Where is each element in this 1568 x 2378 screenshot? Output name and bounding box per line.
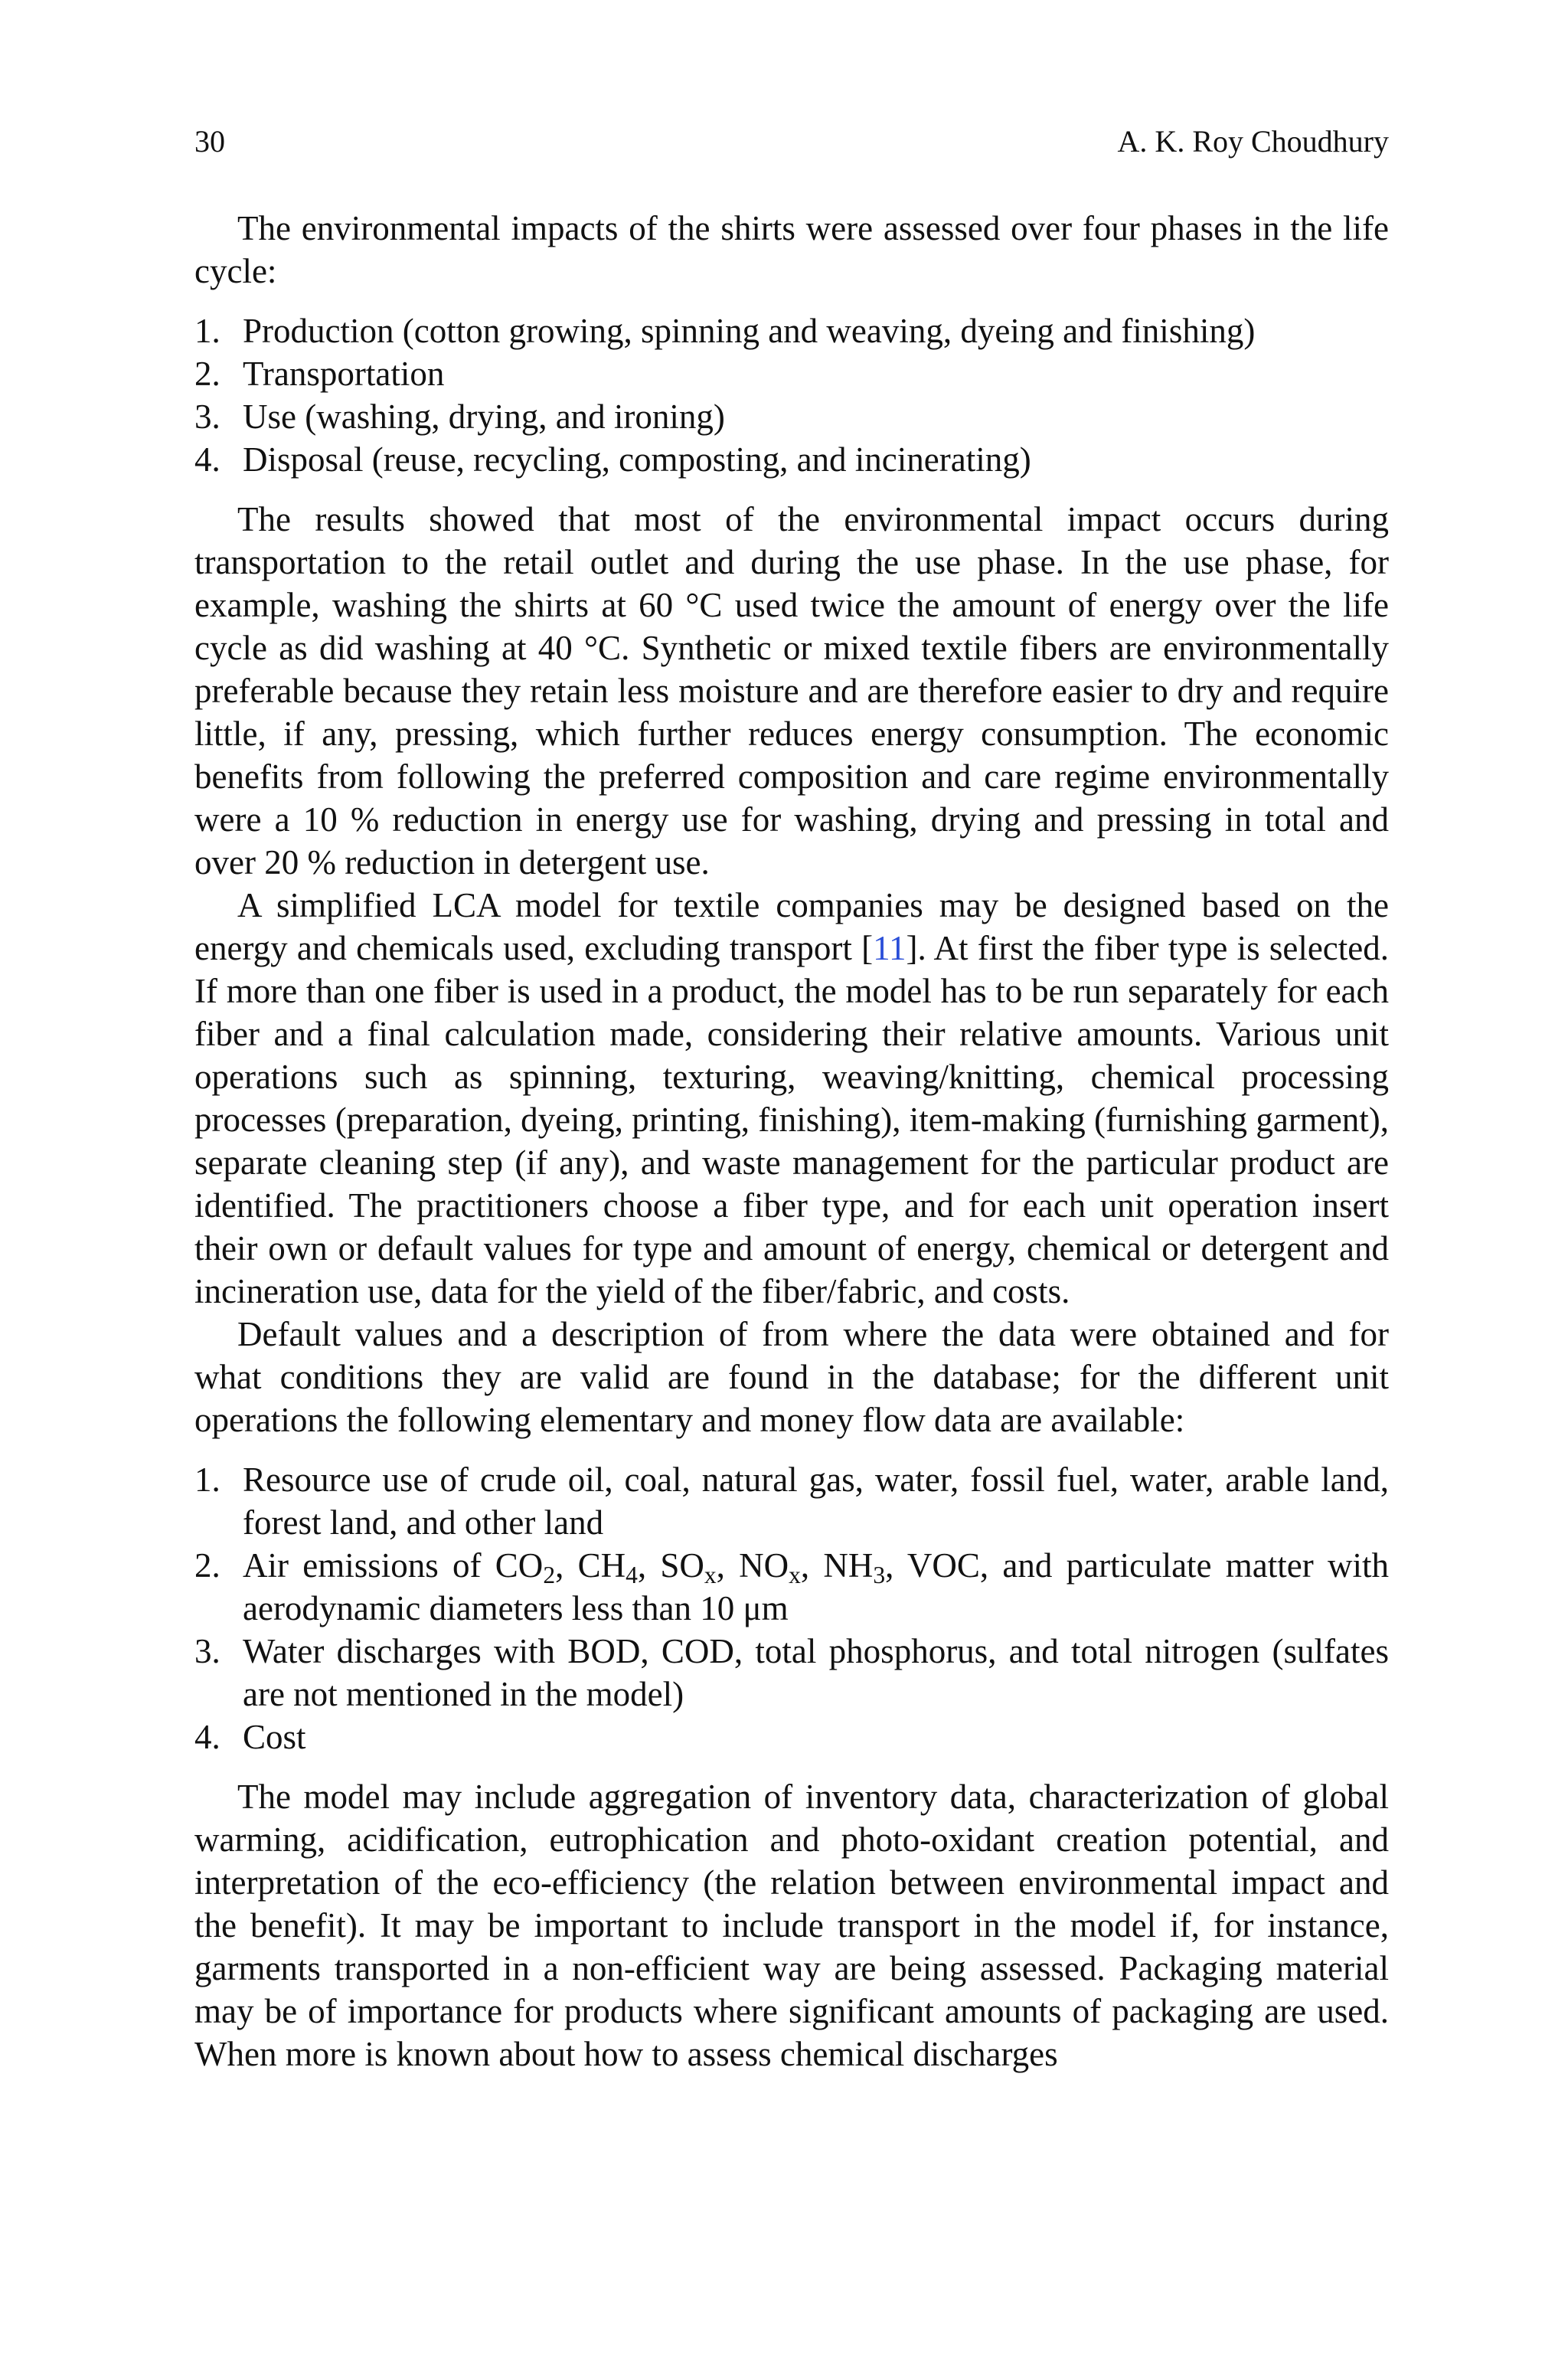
- citation-link[interactable]: 11: [873, 929, 906, 967]
- emission-text: , NO: [716, 1546, 789, 1585]
- intro-paragraph: The environmental impacts of the shirts were assessed over four phases in the life cycle:: [194, 209, 1389, 290]
- list-number: 3.: [194, 397, 220, 436]
- flow-data-list: [194, 1458, 1389, 1758]
- subscript: 4: [626, 1561, 638, 1588]
- results-paragraph: The results showed that most of the environmental impact occurs during transportation to the retail outlet and during the use phase. In the use phase, for example, washing the shirts at 60 °C used twice the amount of energy over the life cycle as did washing at 40 °C. Synthetic or mixed textile fibers are environmentally preferable because they retain less moisture and are therefore easier to dry and require little, if any, pressing, which further reduces energy consumption. The economic benefits from following the preferred composition and care regime environmentally were a 10 % reduction in energy use for washing, drying and pressing in total and over 20 % reduction in detergent use.: [194, 500, 1389, 882]
- emission-text: , NH: [800, 1546, 874, 1585]
- running-head-author: A. K. Roy Choudhury: [1117, 124, 1389, 159]
- emission-text: , VOC, and particulate matter with aerodynamic diameters less than 10 μm: [243, 1546, 1390, 1627]
- list-item-text: Use (washing, drying, and ironing): [243, 397, 725, 436]
- subscript: x: [704, 1561, 717, 1588]
- list-item-text: Disposal (reuse, recycling, composting, and incinerating): [243, 440, 1031, 479]
- list-number: 1.: [194, 312, 220, 350]
- lca-text-start: A simplified LCA model for textile companies may be designed based on the energy and chemicals used, excluding transport [: [194, 886, 1389, 967]
- page-body: [194, 207, 1389, 2075]
- subscript: x: [789, 1561, 801, 1588]
- lca-text-end: ]. At first the fiber type is selected. If more than one fiber is used in a product, the model has to be run separately for each fiber and a final calculation made, considering their relative amounts. Various unit operations such as spinning, texturing, weaving/knitting, chemical processing processes (preparation, dyeing, printing, finishing), item-making (furnishing garment), separate cleaning step (if any), and waste management for the particular product are identified. The practitioners choose a fiber type, and for each unit operation insert their own or default values for type and amount of energy, chemical or detergent and incineration use, data for the yield of the fiber/fabric, and costs.: [194, 929, 1390, 1310]
- list-number: 2.: [194, 355, 220, 393]
- list-item: [194, 1716, 1389, 1758]
- list-item: [194, 1458, 1389, 1544]
- list-item: [194, 309, 1389, 352]
- life-cycle-phase-list: [194, 309, 1389, 481]
- list-item-text: Production (cotton growing, spinning and weaving, dyeing and finishing): [243, 312, 1256, 350]
- list-item-text: Cost: [243, 1718, 306, 1756]
- list-item: [194, 1630, 1389, 1716]
- default-values-paragraph: Default values and a description of from where the data were obtained and for what conditions they are valid are found in the database; for the different unit operations the following elementary and money flow data are available:: [194, 1315, 1389, 1439]
- lca-model-paragraph: [194, 884, 1389, 1313]
- emission-text: Air emissions of CO: [243, 1546, 544, 1585]
- subscript: 3: [873, 1561, 886, 1588]
- list-number: 3.: [194, 1632, 220, 1670]
- subscript: 2: [543, 1561, 556, 1588]
- running-head: [194, 123, 1389, 161]
- list-number: 2.: [194, 1546, 220, 1585]
- list-item: [194, 438, 1389, 481]
- list-number: 4.: [194, 440, 220, 479]
- list-item-text: Resource use of crude oil, coal, natural gas, water, fossil fuel, water, arable land, forest land, and other land: [243, 1460, 1389, 1542]
- list-item-text: [243, 1546, 1389, 1627]
- list-item: [194, 352, 1389, 395]
- list-number: 4.: [194, 1718, 220, 1756]
- page-number: 30: [194, 124, 225, 159]
- list-number: 1.: [194, 1460, 220, 1499]
- list-item-text: Water discharges with BOD, COD, total phosphorus, and total nitrogen (sulfates are not mentioned in the model): [243, 1632, 1389, 1713]
- list-item: [194, 395, 1389, 438]
- model-paragraph: The model may include aggregation of inventory data, characterization of global warming, acidification, eutrophication and photo-oxidant creation potential, and interpretation of the eco-efficiency (the relation between environmental impact and the benefit). It may be important to include transport in the model if, for instance, garments transported in a non-efficient way are being assessed. Packaging material may be of importance for products where significant amounts of packaging are used. When more is known about how to assess chemical discharges: [194, 1778, 1389, 2073]
- emission-text: , SO: [637, 1546, 704, 1585]
- list-item-text: Transportation: [243, 355, 445, 393]
- list-item: [194, 1544, 1389, 1630]
- emission-text: , CH: [555, 1546, 626, 1585]
